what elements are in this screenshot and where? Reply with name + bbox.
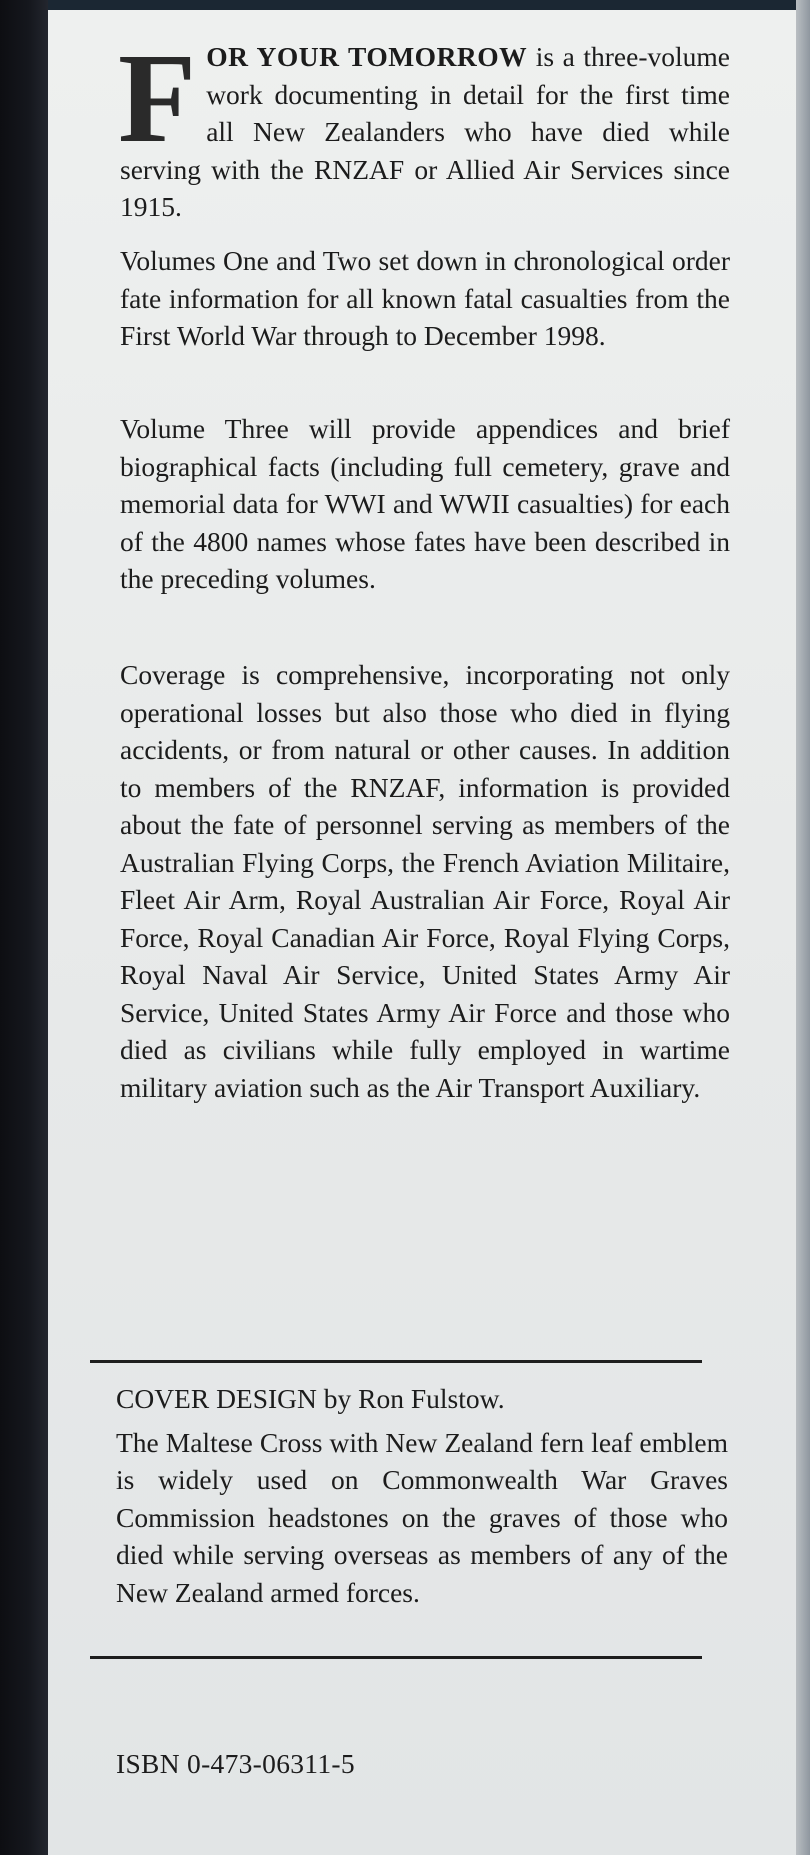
cover-design-credit bbox=[116, 1380, 728, 1611]
divider-bottom bbox=[90, 1656, 702, 1659]
paragraph-text: Volume Three will provide appendices and brief biographical facts (including full cemetery, grave and memorial data for WWI and WWII casualties) for each of the 4800 names whose fates have been described in the preceding volumes. bbox=[120, 413, 730, 594]
divider-top bbox=[90, 1360, 702, 1363]
back-cover-page bbox=[48, 10, 796, 1855]
volume-three-paragraph bbox=[120, 410, 730, 598]
intro-text: is a three-volume work documenting in detail for the first time all New Zealanders who have died while serving with the RNZAF or Allied Air Services since 1915. bbox=[120, 41, 730, 222]
isbn-number: ISBN 0-473-06311-5 bbox=[116, 1748, 355, 1779]
volumes-one-two-paragraph bbox=[120, 242, 730, 355]
intro-paragraph bbox=[118, 27, 730, 226]
book-title-lead: OR YOUR TOMORROW bbox=[206, 41, 528, 72]
book-right-edge bbox=[796, 0, 810, 1855]
cover-design-description: The Maltese Cross with New Zealand fern leaf emblem is widely used on Commonwealth War Graves Commission headstones on the graves of those who died while serving overseas as members of any of the New Zealand armed forces. bbox=[116, 1426, 728, 1608]
book-top-edge bbox=[48, 0, 810, 10]
book-spine-edge bbox=[0, 0, 48, 1855]
paragraph-text: Volumes One and Two set down in chronological order fate information for all known fatal casualties from the First World War through to December 1998. bbox=[120, 245, 730, 351]
paragraph-text: Coverage is comprehensive, incorporating not only operational losses but also those who died in flying accidents, or from natural or other causes. In addition to members of the RNZAF, information is provided about the fate of personnel serving as members of the Australian Flying Corps, the French Aviation Militaire, Fleet Air Arm, Royal Australian Air Force, Royal Air Force, Royal Canadian Air Force, Royal Flying Corps, Royal Naval Air Service, United States Army Air Service, United States Army Air Force and those who died as civilians while fully employed in wartime military aviation such as the Air Transport Auxiliary. bbox=[120, 659, 730, 1103]
drop-cap-letter: F bbox=[118, 27, 197, 169]
coverage-paragraph bbox=[120, 656, 730, 1106]
cover-design-title: COVER DESIGN by Ron Fulstow. bbox=[116, 1383, 505, 1414]
